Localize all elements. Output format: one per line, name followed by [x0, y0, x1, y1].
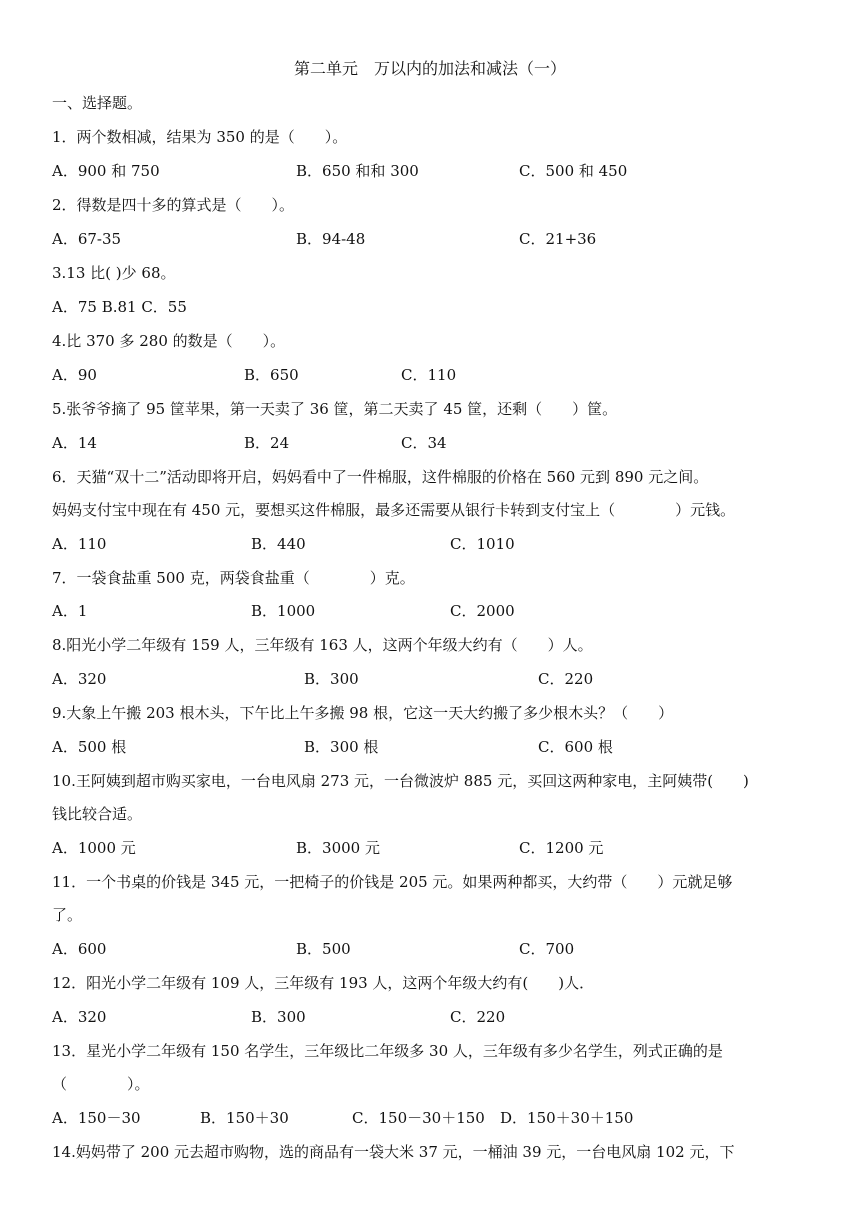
question-7-options [52, 600, 832, 622]
question-3-stem: 3.13 比( )少 68。 [52, 264, 176, 282]
section-heading: 一、选择题。 [52, 94, 143, 112]
option-c: C．110 [401, 366, 457, 384]
option-c: C．700 [519, 940, 575, 958]
option-b: B．300 根 [304, 738, 379, 756]
question-5-stem: 5.张爷爷摘了 95 筐苹果，第一天卖了 36 筐，第二天卖了 45 筐，还剩（ ）筐。 [52, 400, 618, 418]
question-2-stem: 2．得数是四十多的算式是（ ）。 [52, 196, 295, 214]
option-b: B．300 [251, 1008, 306, 1026]
option-c: C．500 和 450 [519, 162, 628, 180]
question-11-stem-line-2: 了。 [52, 906, 83, 924]
option-b: B．300 [304, 670, 359, 688]
question-13-stem-line-1: 13．星光小学二年级有 150 名学生，三年级比二年级多 30 人，三年级有多少名学生，列式正确的是 [52, 1042, 723, 1060]
option-a: A．1 [52, 602, 88, 620]
option-c: C．1010 [450, 535, 515, 553]
question-8-options [52, 668, 832, 690]
question-12-options [52, 1006, 832, 1028]
option-a: A．1000 元 [52, 839, 136, 857]
option-c: C．150－30＋150 [352, 1109, 485, 1127]
question-14-stem: 14.妈妈带了 200 元去超市购物，选的商品有一袋大米 37 元，一桶油 39 元，一台电风扇 102 元，下 [52, 1143, 735, 1161]
option-b: B．3000 元 [296, 839, 380, 857]
question-10-stem-line-2: 钱比较合适。 [52, 805, 143, 823]
option-a: A．320 [52, 670, 107, 688]
option-c: C．34 [401, 434, 447, 452]
question-10-options [52, 837, 832, 859]
option-b: B．650 [244, 366, 299, 384]
option-b: B．94-48 [296, 230, 366, 248]
question-9-options [52, 736, 832, 758]
option-b: B．24 [244, 434, 290, 452]
question-5-options [52, 432, 832, 454]
option-a: A．900 和 750 [52, 162, 160, 180]
question-1-options [52, 160, 832, 182]
question-11-stem-line-1: 11．一个书桌的价钱是 345 元，一把椅子的价钱是 205 元。如果两种都买，大约带（ ）元就足够 [52, 873, 733, 891]
option-c: C．220 [450, 1008, 506, 1026]
option-a: A．320 [52, 1008, 107, 1026]
question-6-options [52, 533, 832, 555]
question-4-stem: 4.比 370 多 280 的数是（ ）。 [52, 332, 286, 350]
option-b: B．500 [296, 940, 351, 958]
option-c: C．1200 元 [519, 839, 604, 857]
option-c: C．21+36 [519, 230, 597, 248]
question-12-stem: 12．阳光小学二年级有 109 人，三年级有 193 人，这两个年级大约有( )人． [52, 974, 595, 992]
option-b: B．150＋30 [200, 1109, 289, 1127]
option-a: A．14 [52, 434, 97, 452]
options-inline: A．75 B.81 C．55 [52, 298, 187, 316]
question-9-stem: 9.大象上午搬 203 根木头，下午比上午多搬 98 根，它这一天大约搬了多少根木头？（ ） [52, 704, 674, 722]
question-6-stem-line-2: 妈妈支付宝中现在有 450 元，要想买这件棉服，最多还需要从银行卡转到支付宝上（ ）元钱。 [52, 501, 736, 519]
question-8-stem: 8.阳光小学二年级有 159 人，三年级有 163 人，这两个年级大约有（ ）人。 [52, 636, 593, 654]
option-a: A．600 [52, 940, 107, 958]
question-6-stem-line-1: 6．天猫“双十二”活动即将开启，妈妈看中了一件棉服，这件棉服的价格在 560 元到 890 元之间。 [52, 468, 709, 486]
question-11-options [52, 938, 832, 960]
question-1-stem: 1．两个数相减，结果为 350 的是（ ）。 [52, 128, 348, 146]
option-c: C．220 [538, 670, 594, 688]
option-a: A．150－30 [52, 1109, 141, 1127]
question-7-stem: 7．一袋食盐重 500 克，两袋食盐重（ ）克。 [52, 569, 415, 587]
question-13-options [52, 1107, 832, 1129]
option-a: A．90 [52, 366, 97, 384]
option-a: A．110 [52, 535, 107, 553]
option-b: B．440 [251, 535, 306, 553]
option-c: C．600 根 [538, 738, 613, 756]
page-title: 第二单元 万以内的加法和减法（一） [293, 59, 566, 78]
option-b: B．650 和和 300 [296, 162, 419, 180]
question-10-stem-line-1: 10.王阿姨到超市购买家电，一台电风扇 273 元，一台微波炉 885 元，买回这两种家电，主阿姨带( ) [52, 772, 749, 790]
question-4-options [52, 364, 832, 386]
option-c: C．2000 [450, 602, 515, 620]
question-2-options [52, 228, 832, 250]
option-b: B．1000 [251, 602, 316, 620]
question-13-stem-line-2: （ ）。 [52, 1075, 150, 1093]
option-d: D．150＋30＋150 [500, 1109, 634, 1127]
question-3-options [52, 296, 832, 318]
option-a: A．500 根 [52, 738, 127, 756]
option-a: A．67-35 [52, 230, 122, 248]
